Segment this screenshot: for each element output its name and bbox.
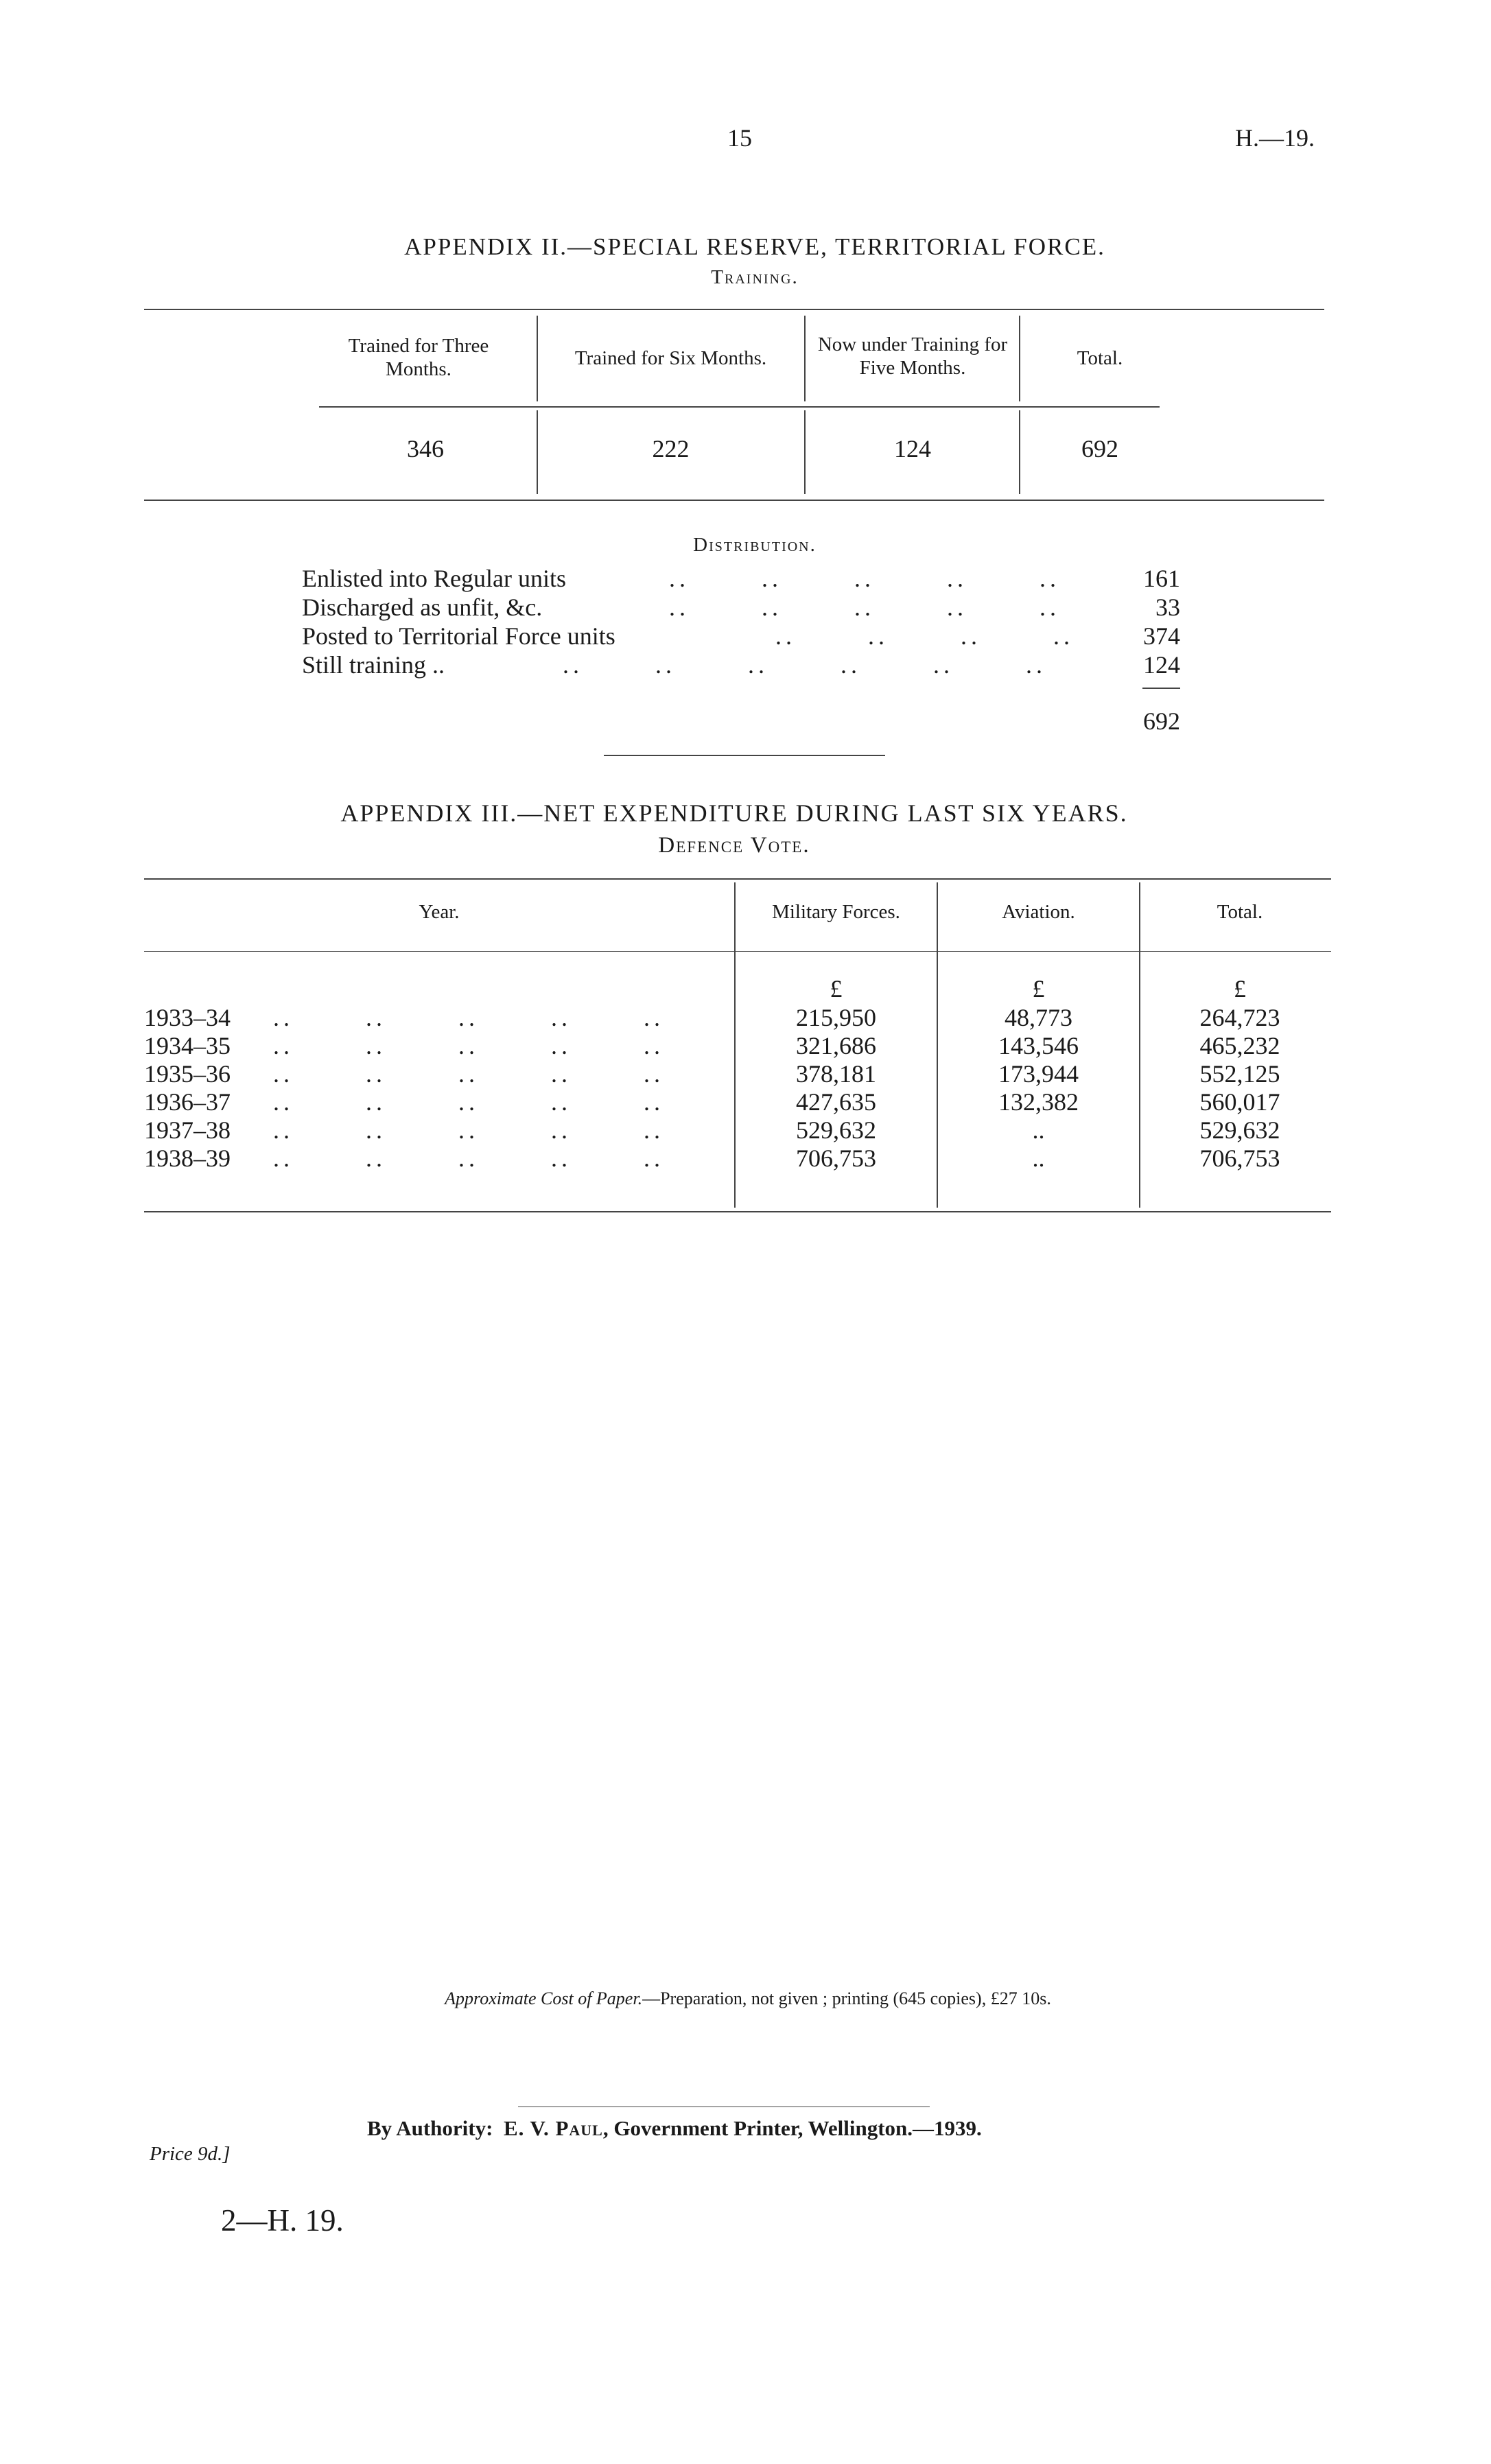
sum-rule [1142, 688, 1180, 689]
military-cell: 321,686 [796, 1032, 876, 1059]
cost-note-text: —Preparation, not given ; printing (645 copies), £27 10s. [642, 1988, 1051, 2008]
distribution-value: 124 [1143, 651, 1180, 679]
distribution-label: Enlisted into Regular units [302, 565, 566, 592]
table-rule-bottom [144, 1211, 1331, 1212]
distribution-label: Discharged as unfit, &c. [302, 594, 543, 621]
total-cell: 560,017 [1199, 1088, 1280, 1116]
dot-leader: .. .. .. .. .. [273, 1116, 664, 1144]
aviation-cell: 143,546 [998, 1032, 1079, 1059]
dot-leader: .. .. .. .. .. [273, 1060, 664, 1088]
dot-leader: .. .. .. .. .. [273, 1032, 664, 1059]
aviation-cell: .. [1032, 1145, 1045, 1172]
column-divider [804, 316, 806, 401]
column-header: Total. [1077, 347, 1123, 369]
distribution-label: Posted to Territorial Force units [302, 622, 615, 650]
military-cell: 529,632 [796, 1116, 876, 1144]
printer-name: E. V. Paul [503, 2116, 603, 2140]
dot-leader: .. .. .. .. .. [273, 1088, 664, 1116]
total-cell: 529,632 [1199, 1116, 1280, 1144]
column-header: Now under Training for Five Months. [817, 333, 1008, 379]
military-cell: 378,181 [796, 1060, 876, 1088]
price-note: Price 9d.] [150, 2143, 231, 2165]
column-header: Military Forces. [772, 901, 900, 923]
total-cell: 706,753 [1199, 1145, 1280, 1172]
column-divider [537, 410, 538, 494]
dot-leader: .. .. .. .. .. .. [563, 651, 1046, 679]
total-cell: 264,723 [1199, 1004, 1280, 1031]
column-divider [1019, 410, 1020, 494]
total-cell: 465,232 [1199, 1032, 1280, 1059]
table-rule-top [144, 878, 1331, 880]
section-separator [604, 755, 885, 756]
cell-value: 222 [652, 435, 690, 462]
cost-note-label: Approximate Cost of Paper. [445, 1988, 643, 2008]
distribution-value: 161 [1143, 565, 1180, 592]
authority-line [367, 2116, 982, 2141]
military-cell: 427,635 [796, 1088, 876, 1116]
cost-note [137, 1988, 1359, 2009]
dot-leader: .. .. .. .. .. [669, 594, 1060, 621]
appendix-2-title: APPENDIX II.—SPECIAL RESERVE, TERRITORIAL FORCE. [404, 233, 1105, 260]
document-reference: H.—19. [1235, 124, 1315, 152]
column-header: Trained for Three Months. [348, 335, 489, 380]
cell-value: 124 [894, 435, 931, 462]
aviation-cell: 132,382 [998, 1088, 1079, 1116]
column-header: Total. [1217, 901, 1263, 923]
header-rule [144, 951, 1331, 952]
column-divider [804, 410, 806, 494]
column-header: Year. [419, 901, 460, 923]
header-rule [319, 406, 1160, 408]
appendix-2-subtitle: Training. [711, 266, 799, 288]
column-divider [537, 316, 538, 401]
aviation-cell: 173,944 [998, 1060, 1079, 1088]
cell-value: 346 [407, 435, 444, 462]
dot-leader: .. .. .. .. [775, 622, 1074, 650]
distribution-label: Still training .. [302, 651, 445, 679]
page-number: 15 [727, 124, 752, 152]
dot-leader: .. .. .. .. .. [669, 565, 1060, 592]
table-rule-bottom [144, 500, 1324, 501]
distribution-value: 374 [1143, 622, 1180, 650]
column-header: Aviation. [1002, 901, 1075, 923]
total-cell: 552,125 [1199, 1060, 1280, 1088]
currency-symbol: £ [1032, 975, 1045, 1002]
year-cell: 1938–39 [144, 1145, 231, 1172]
distribution-value: 33 [1155, 594, 1180, 621]
aviation-cell: .. [1032, 1116, 1045, 1144]
military-cell: 706,753 [796, 1145, 876, 1172]
year-cell: 1937–38 [144, 1116, 231, 1144]
year-cell: 1935–36 [144, 1060, 231, 1088]
currency-symbol: £ [1234, 975, 1246, 1002]
authority-suffix: , Government Printer, Wellington.—1939. [602, 2116, 982, 2140]
dot-leader: .. .. .. .. .. [273, 1145, 664, 1172]
distribution-total: 692 [1143, 707, 1180, 735]
appendix-3-subtitle: Defence Vote. [658, 833, 810, 858]
dot-leader: .. .. .. .. .. [273, 1004, 664, 1031]
column-header: Trained for Six Months. [574, 347, 767, 369]
year-cell: 1936–37 [144, 1088, 231, 1116]
authority-prefix: By Authority: [367, 2116, 493, 2140]
aviation-cell: 48,773 [1005, 1004, 1072, 1031]
column-divider [1019, 316, 1020, 401]
document-stamp: 2—H. 19. [221, 2203, 344, 2238]
year-cell: 1933–34 [144, 1004, 231, 1031]
appendix-3-title: APPENDIX III.—NET EXPENDITURE DURING LAST SIX YEARS. [340, 799, 1128, 827]
distribution-title: Distribution. [693, 534, 817, 556]
table-rule-top [144, 309, 1324, 310]
military-cell: 215,950 [796, 1004, 876, 1031]
year-cell: 1934–35 [144, 1032, 231, 1059]
currency-symbol: £ [830, 975, 843, 1002]
cell-value: 692 [1081, 435, 1118, 462]
